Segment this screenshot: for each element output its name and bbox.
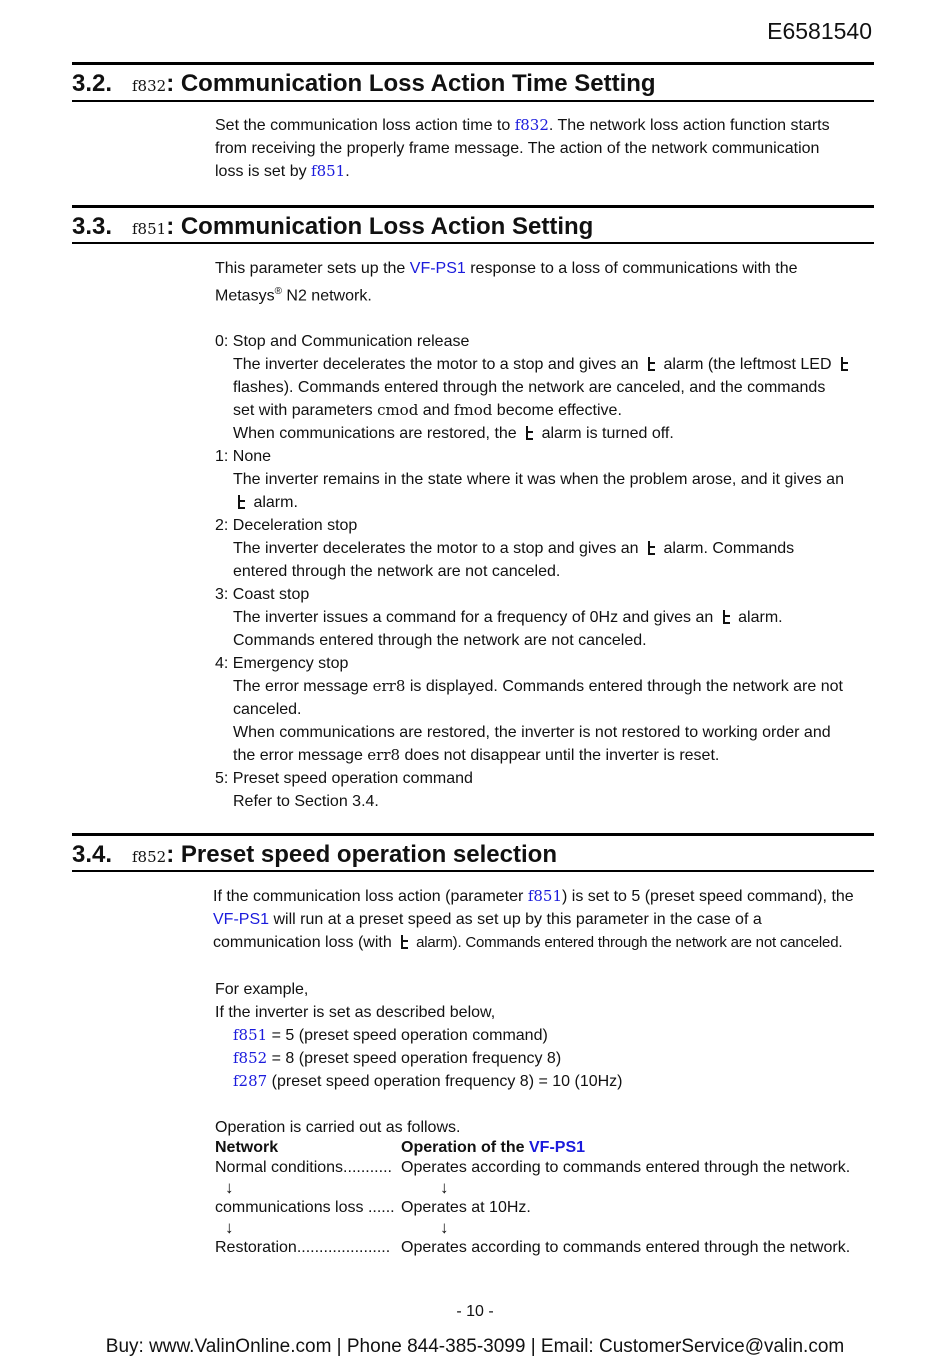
text: (preset speed operation frequency 8) = 10 (10Hz)	[267, 1073, 623, 1090]
parameter-code: f287	[233, 1072, 268, 1090]
option-title: 0: Stop and Communication release	[215, 333, 470, 351]
text: When communications are restored, the inverter is not restored to working order and	[233, 724, 831, 742]
text: = 8 (preset speed operation frequency 8)	[267, 1050, 562, 1067]
text: alarm (the leftmost LED	[659, 356, 836, 374]
t-alarm-icon	[398, 935, 410, 949]
text: alarm). Commands entered through the network are not canceled.	[412, 934, 843, 951]
text: = 5 (preset speed operation command)	[267, 1027, 548, 1044]
error-code: err8	[372, 677, 406, 696]
down-arrow-icon: ↓	[440, 1178, 449, 1197]
section-bottom-rule	[72, 870, 874, 872]
text: alarm. Commands	[659, 540, 795, 558]
section-title: : Communication Loss Action Time Setting	[166, 70, 656, 97]
text: The inverter decelerates the motor to a stop and gives an	[233, 356, 644, 374]
text: set with parameters	[233, 402, 378, 420]
text: . The network loss action function starts	[548, 117, 830, 134]
t-alarm-icon	[645, 541, 657, 555]
section-title: : Preset speed operation selection	[166, 841, 557, 868]
table-cell: Restoration.....................	[215, 1239, 391, 1256]
text: become effective.	[492, 402, 622, 420]
page-number: - 10 -	[456, 1303, 494, 1320]
text: Operation of the	[401, 1139, 529, 1156]
down-arrow-icon: ↓	[225, 1218, 234, 1237]
section-title: : Communication Loss Action Setting	[166, 213, 594, 240]
section-number: 3.3.	[72, 213, 113, 240]
t-alarm-icon	[523, 426, 535, 440]
product-name: VF-PS1	[213, 911, 270, 928]
text: canceled.	[233, 701, 302, 719]
text: flashes). Commands entered through the network are canceled, and the commands	[233, 379, 826, 397]
text: The inverter issues a command for a frequency of 0Hz and gives an	[233, 609, 718, 627]
text: Refer to Section 3.4.	[233, 793, 379, 811]
section-3-3-body	[215, 257, 875, 813]
error-code: err8	[367, 746, 401, 765]
text: loss is set by	[215, 163, 312, 180]
text: Set the communication loss action time to	[215, 117, 515, 134]
document-number: E6581540	[767, 18, 872, 44]
text: For example,	[215, 981, 309, 998]
parameter-code: f832	[132, 77, 167, 95]
text: does not disappear until the inverter is reset.	[400, 747, 720, 765]
table-header	[401, 1138, 585, 1158]
option-title: 3: Coast stop	[215, 586, 310, 604]
table-cell: Normal conditions...........	[215, 1159, 392, 1176]
section-number: 3.4.	[72, 841, 113, 868]
text: the error message	[233, 747, 368, 765]
section-top-rule	[72, 833, 874, 836]
table-cell: Operates according to commands entered through the network.	[401, 1239, 851, 1256]
product-name: VF-PS1	[409, 260, 466, 277]
text: Commands entered through the network are not canceled.	[233, 632, 647, 650]
registered-mark: ®	[274, 286, 282, 297]
section-3-4-heading	[72, 841, 557, 869]
text: The error message	[233, 678, 373, 696]
text: Metasys	[215, 287, 275, 305]
product-name: VF-PS1	[529, 1139, 586, 1156]
example-block	[215, 978, 875, 1139]
table-cell: Operates at 10Hz.	[401, 1199, 531, 1216]
parameter-code: f851	[132, 220, 167, 238]
parameter-code: f851	[233, 1026, 268, 1044]
option-title: 1: None	[215, 448, 272, 466]
text: Operation is carried out as follows.	[215, 1119, 461, 1136]
text: and	[418, 402, 454, 420]
text: N2 network.	[281, 287, 372, 305]
parameter-code: fmod	[453, 401, 493, 420]
text: ) is set to 5 (preset speed command), the	[562, 888, 854, 905]
text: response to a loss of communications with the	[465, 260, 798, 277]
text: will run at a preset speed as set up by this parameter in the case of a	[269, 911, 762, 928]
text: alarm is turned off.	[537, 425, 674, 443]
parameter-code: cmod	[377, 401, 419, 420]
text: entered through the network are not canceled.	[233, 563, 561, 581]
section-3-2-body	[215, 114, 875, 183]
down-arrow-icon: ↓	[225, 1178, 234, 1197]
parameter-code: f851	[527, 887, 562, 905]
text: .	[345, 163, 350, 180]
t-alarm-icon	[720, 610, 732, 624]
option-title: 5: Preset speed operation command	[215, 770, 473, 788]
section-3-3-heading	[72, 213, 593, 241]
parameter-code: f851	[311, 162, 346, 180]
text: from receiving the properly frame message. The action of the network communication	[215, 140, 820, 157]
option-title: 4: Emergency stop	[215, 655, 349, 673]
section-bottom-rule	[72, 100, 874, 102]
text: If the communication loss action (parameter	[213, 888, 528, 905]
text: When communications are restored, the	[233, 425, 522, 443]
table-cell: Operates according to commands entered through the network.	[401, 1159, 851, 1176]
section-3-2-heading	[72, 70, 656, 98]
option-title: 2: Deceleration stop	[215, 517, 358, 535]
parameter-code: f852	[233, 1049, 268, 1067]
text: If the inverter is set as described below,	[215, 1004, 496, 1021]
section-top-rule	[72, 62, 874, 65]
section-3-4-body	[213, 885, 873, 954]
table-cell: communications loss ......	[215, 1199, 395, 1216]
text: communication loss (with	[213, 934, 397, 951]
text: The inverter decelerates the motor to a stop and gives an	[233, 540, 644, 558]
section-top-rule	[72, 205, 874, 208]
t-alarm-icon	[645, 357, 657, 371]
section-bottom-rule	[72, 242, 874, 244]
text: This parameter sets up the	[215, 260, 410, 277]
text: The inverter remains in the state where it was when the problem arose, and it gives an	[233, 471, 844, 489]
t-alarm-icon	[235, 495, 247, 509]
table-header: Network	[215, 1139, 279, 1156]
text: is displayed. Commands entered through the network are not	[405, 678, 843, 696]
parameter-code: f852	[132, 848, 167, 866]
t-alarm-icon	[838, 357, 850, 371]
footer-contact: Buy: www.ValinOnline.com | Phone 844-385-3099 | Email: CustomerService@valin.com	[105, 1336, 845, 1357]
down-arrow-icon: ↓	[440, 1218, 449, 1237]
text: alarm.	[733, 609, 783, 627]
section-number: 3.2.	[72, 70, 113, 97]
parameter-code: f832	[514, 116, 549, 134]
text: alarm.	[249, 494, 298, 512]
